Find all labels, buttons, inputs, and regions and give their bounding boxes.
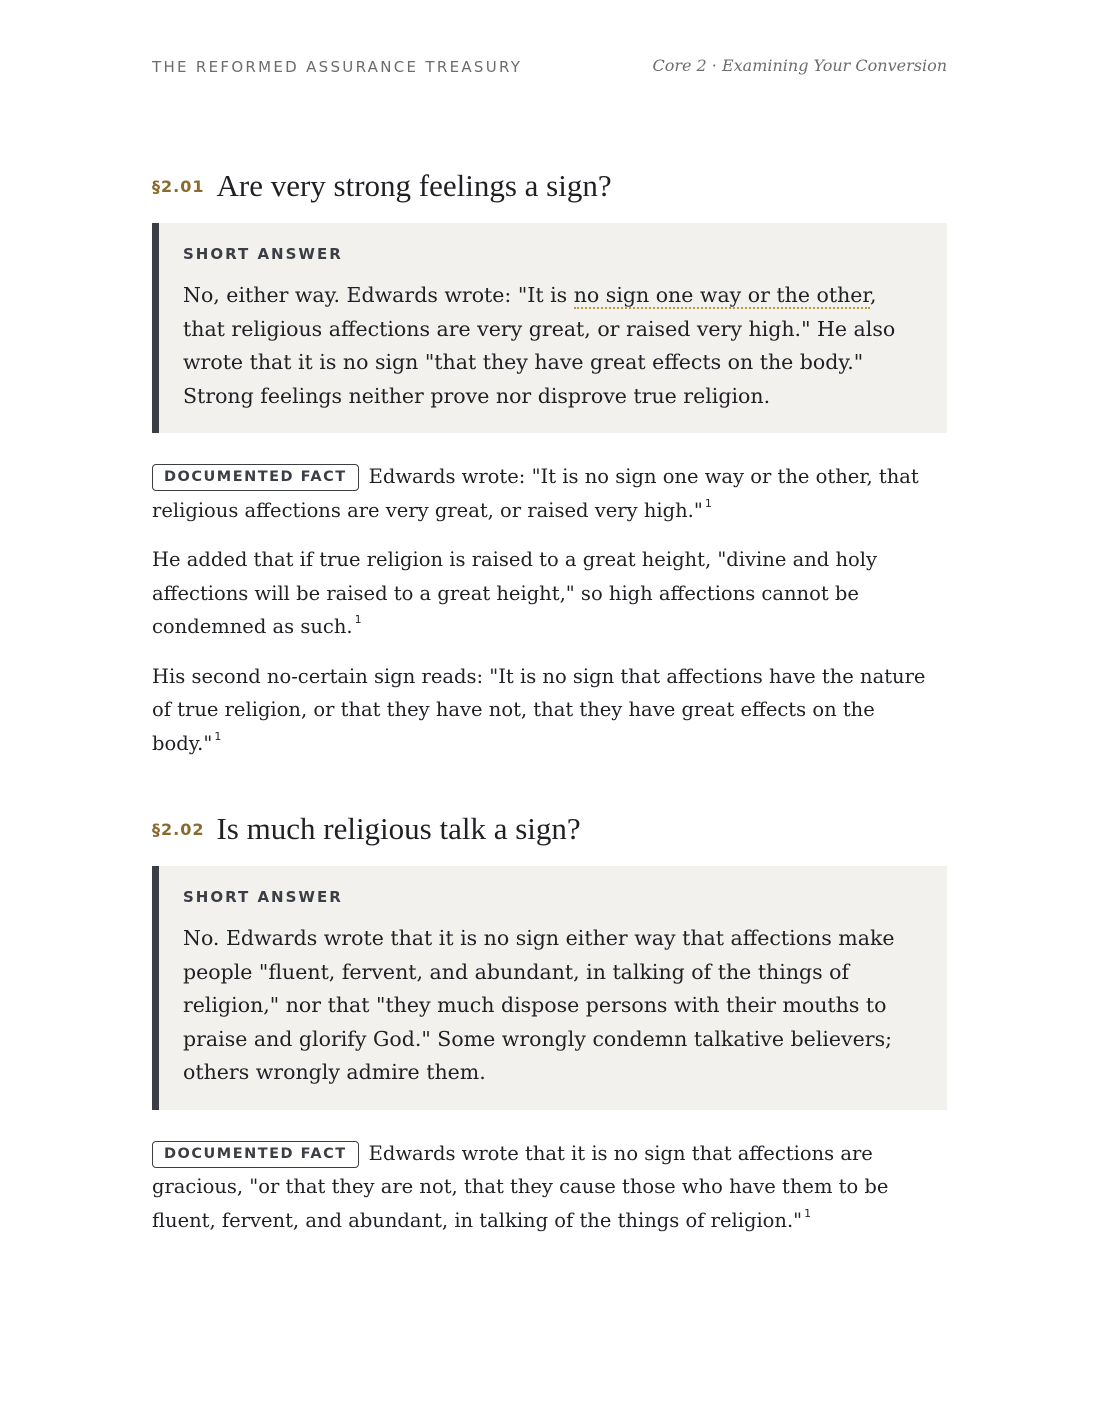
documented-fact-paragraph [152,1137,947,1238]
section-title: Is much religious talk a sign? [216,811,581,846]
short-answer-box [152,223,947,433]
documented-fact-badge: DOCUMENTED FACT [152,1141,359,1168]
section-number: §2.02 [152,820,205,839]
section-heading [152,811,947,851]
footnote-ref[interactable]: 1 [704,496,712,510]
documented-fact-paragraph [152,460,947,527]
section-2-01 [152,168,947,760]
body-paragraph [152,543,947,644]
chapter-title: Core 2 · Examining Your Conversion [652,56,947,75]
short-answer-text-end: , that religious affections are very great, or raised very high." He also wrote that it is no sign "that they have great effects on the body." Strong feelings neither prove nor disprove true religion. [183,283,896,408]
paragraph-text: His second no-certain sign reads: "It is no sign that affections have the nature of true religion, or that they have not, that they have great effects on the body." [152,664,926,755]
paragraph-text: He added that if true religion is raised to a great height, "divine and holy affections will be raised to a great height," so high affections cannot be condemned as such. [152,548,877,638]
section-2-02 [152,811,947,1237]
short-answer-text-start: No, either way. Edwards wrote: "It is [183,283,574,307]
documented-fact-badge: DOCUMENTED FACT [152,464,359,491]
footnote-ref[interactable]: 1 [354,613,362,626]
short-answer-text [183,279,917,413]
fact-text: Edwards wrote: "It is no sign one way or the other, that religious affections are very great, or raised very high." [152,465,919,522]
running-header [152,56,947,80]
section-number: §2.01 [152,177,205,196]
short-answer-box [152,866,947,1110]
highlighted-phrase[interactable]: no sign one way or the other [573,283,870,307]
section-heading [152,168,947,208]
short-answer-label: SHORT ANSWER [183,245,343,263]
footnote-ref[interactable]: 1 [804,1206,812,1220]
footnote-ref[interactable]: 1 [214,729,222,743]
book-title: THE REFORMED ASSURANCE TREASURY [152,58,523,76]
short-answer-text: No. Edwards wrote that it is no sign either way that affections make people "fluent, fervent, and abundant, in talking of the things of religion," nor that "they much dispose persons with their mouths to praise and glorify God." Some wrongly condemn talkative believers; others wrongly admire them. [183,926,895,1084]
section-title: Are very strong feelings a sign? [216,168,612,203]
fact-text: Edwards wrote that it is no sign that affections are gracious, "or that they are not, that they cause those who have them to be fluent, fervent, and abundant, in talking of the things of religion." [152,1141,889,1232]
short-answer-label: SHORT ANSWER [183,888,343,906]
body-paragraph [152,660,947,761]
